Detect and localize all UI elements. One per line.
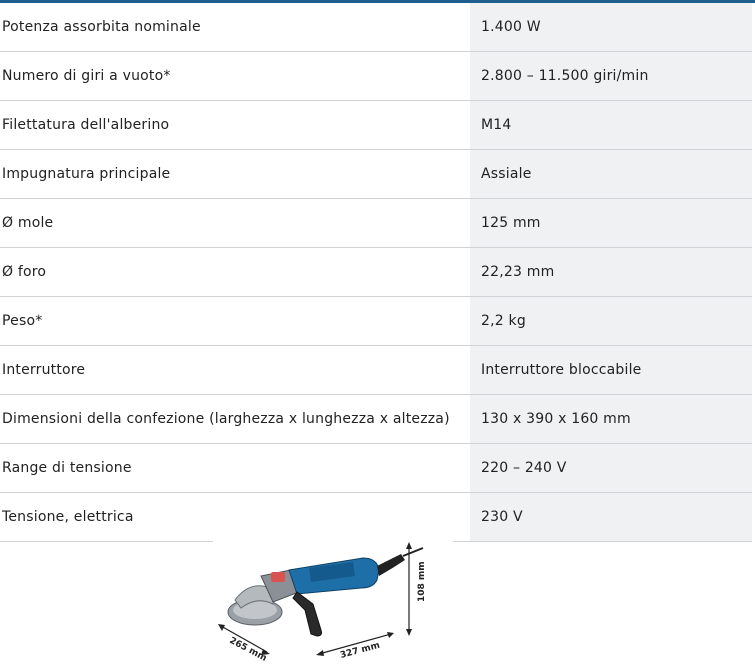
table-row — [0, 101, 752, 150]
angle-grinder-illustration — [213, 540, 453, 666]
cable-strain-relief — [377, 554, 405, 576]
spec-value: 2.800 – 11.500 giri/min — [470, 52, 752, 100]
spec-label: Ø mole — [2, 215, 54, 231]
spec-table — [0, 3, 752, 542]
spec-value: 22,23 mm — [470, 248, 752, 296]
table-row — [0, 150, 752, 199]
spec-value: 2,2 kg — [470, 297, 752, 345]
spec-value: Interruttore bloccabile — [470, 346, 752, 394]
spec-value: Assiale — [470, 150, 752, 198]
length-label: 327 mm — [339, 640, 382, 661]
length-arrow-left — [316, 650, 324, 656]
table-row — [0, 199, 752, 248]
spec-value: 1.400 W — [470, 3, 752, 51]
table-row — [0, 395, 752, 444]
spec-label: Range di tensione — [2, 460, 132, 476]
table-row — [0, 248, 752, 297]
product-dimension-diagram — [213, 540, 453, 666]
height-arrow-bottom — [406, 629, 412, 636]
table-row — [0, 297, 752, 346]
spec-label: Numero di giri a vuoto* — [2, 68, 171, 84]
spec-value: M14 — [470, 101, 752, 149]
spec-label: Filettatura dell'alberino — [2, 117, 170, 133]
spec-value: 230 V — [470, 493, 752, 541]
spec-label: Peso* — [2, 313, 43, 329]
height-label: 108 mm — [417, 561, 427, 602]
table-row — [0, 346, 752, 395]
spec-value: 220 – 240 V — [470, 444, 752, 492]
width-label: 265 mm — [227, 635, 269, 664]
spec-label: Ø foro — [2, 264, 47, 280]
spec-label: Tensione, elettrica — [2, 509, 134, 525]
table-row — [0, 493, 752, 542]
power-cable — [403, 548, 423, 556]
spec-label: Impugnatura principale — [2, 166, 171, 182]
spec-label: Dimensioni della confezione (larghezza x lunghezza x altezza) — [2, 411, 450, 427]
height-arrow-top — [406, 542, 412, 549]
spec-label: Interruttore — [2, 362, 86, 378]
table-row — [0, 3, 752, 52]
table-row — [0, 444, 752, 493]
head-red-accent — [271, 572, 285, 582]
spec-value: 130 x 390 x 160 mm — [470, 395, 752, 443]
spec-value: 125 mm — [470, 199, 752, 247]
side-handle-shape — [293, 592, 322, 636]
table-row — [0, 52, 752, 101]
spec-label: Potenza assorbita nominale — [2, 19, 201, 35]
length-arrow-right — [387, 632, 394, 638]
